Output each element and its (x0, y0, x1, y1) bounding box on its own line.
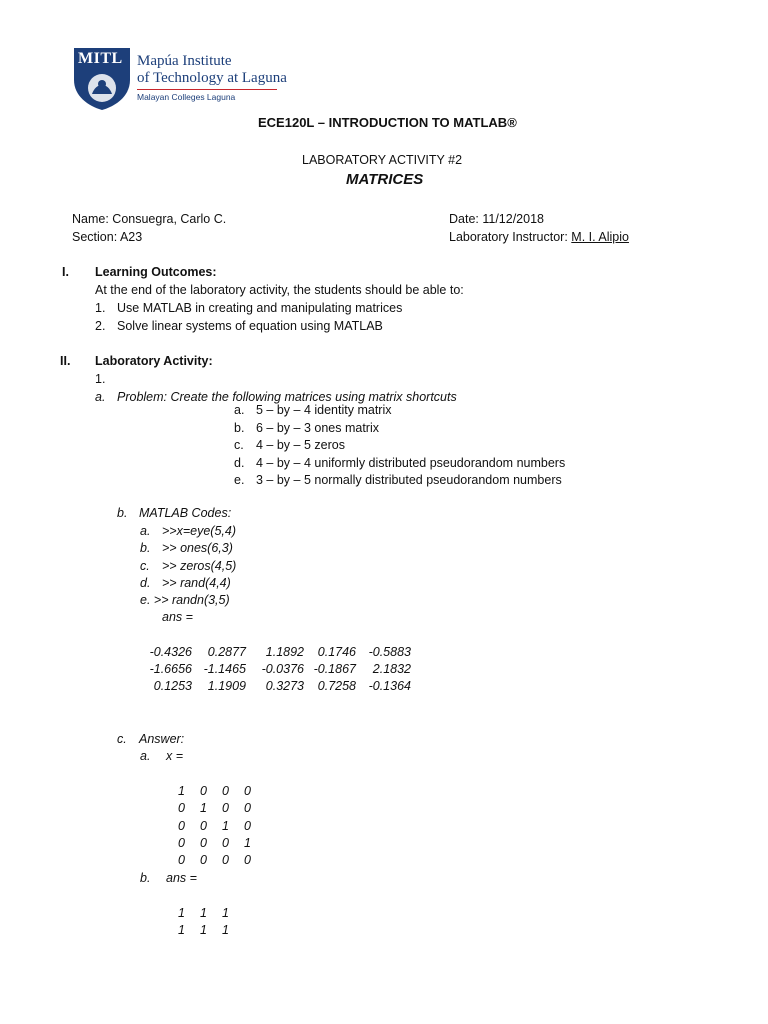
section-2-numeral: II. (60, 354, 71, 368)
code-line: d. >> rand(4,4) (140, 576, 231, 590)
identity-row: 0 1 0 0 (178, 801, 251, 815)
section-1-intro: At the end of the laboratory activity, the students should be able to: (95, 283, 464, 297)
problem-sub-item: c. 4 – by – 5 zeros (234, 438, 345, 452)
identity-row: 0 0 0 1 (178, 836, 251, 850)
randn-row: -1.6656 -1.1465 -0.0376 -0.1867 2.1832 (149, 662, 411, 676)
section-1-title: Learning Outcomes: (95, 265, 217, 279)
activity-item-number: 1. (95, 372, 106, 386)
instructor-name: M. I. Alipio (571, 230, 629, 244)
logo-line-3: Malayan Colleges Laguna (137, 92, 236, 102)
answer-b-label: b. ans = (140, 871, 197, 885)
student-section: Section: A23 (72, 230, 143, 244)
outcome-item: 1. Use MATLAB in creating and manipulating matrices (95, 301, 403, 315)
logo-line-1: Mapúa Institute (137, 53, 232, 69)
problem-sub-item: e. 3 – by – 5 normally distributed pseudorandom numbers (234, 473, 562, 487)
ones-row: 1 1 1 (178, 906, 229, 920)
ones-row: 1 1 1 (178, 923, 229, 937)
instructor (449, 230, 629, 244)
code-line: a. >>x=eye(5,4) (140, 524, 237, 538)
identity-row: 0 0 0 0 (178, 853, 251, 867)
student-name: Name: Consuegra, Carlo C. (72, 212, 227, 226)
problem-sub-item: d. 4 – by – 4 uniformly distributed pseudorandom numbers (234, 456, 566, 470)
course-title: ECE120L – INTRODUCTION TO MATLAB® (258, 115, 517, 130)
code-line: b. >> ones(6,3) (140, 541, 233, 555)
randn-row: -0.4326 0.2877 1.1892 0.1746 -0.5883 (149, 645, 411, 659)
answer-heading: c. Answer: (117, 732, 185, 746)
code-line: c. >> zeros(4,5) (140, 559, 237, 573)
answer-a-label: a. x = (140, 749, 184, 763)
activity-title: LABORATORY ACTIVITY #2 (302, 153, 463, 167)
ans-label: ans = (162, 610, 193, 624)
identity-row: 1 0 0 0 (178, 784, 251, 798)
outcome-item: 2. Solve linear systems of equation using MATLAB (95, 319, 383, 333)
problem-statement: a. Problem: Create the following matrices using matrix shortcuts (95, 390, 457, 404)
instructor-label: Laboratory Instructor: (449, 230, 572, 244)
problem-sub-item: b. 6 – by – 3 ones matrix (234, 421, 379, 435)
logo-badge-text: MITL (78, 50, 123, 67)
problem-sub-item: a. 5 – by – 4 identity matrix (234, 403, 392, 417)
logo-line-2: of Technology at Laguna (137, 70, 287, 86)
school-logo (72, 46, 132, 112)
section-1-numeral: I. (62, 265, 69, 279)
randn-row: 0.1253 1.1909 0.3273 0.7258 -0.1364 (153, 679, 411, 693)
codes-heading: b. MATLAB Codes: (117, 506, 232, 520)
code-line-e: e. >> randn(3,5) (140, 593, 230, 607)
section-2-title: Laboratory Activity: (95, 354, 213, 368)
activity-date: Date: 11/12/2018 (449, 212, 544, 226)
logo-divider (137, 89, 277, 90)
identity-row: 0 0 1 0 (178, 819, 251, 833)
topic-title: MATRICES (346, 171, 424, 188)
